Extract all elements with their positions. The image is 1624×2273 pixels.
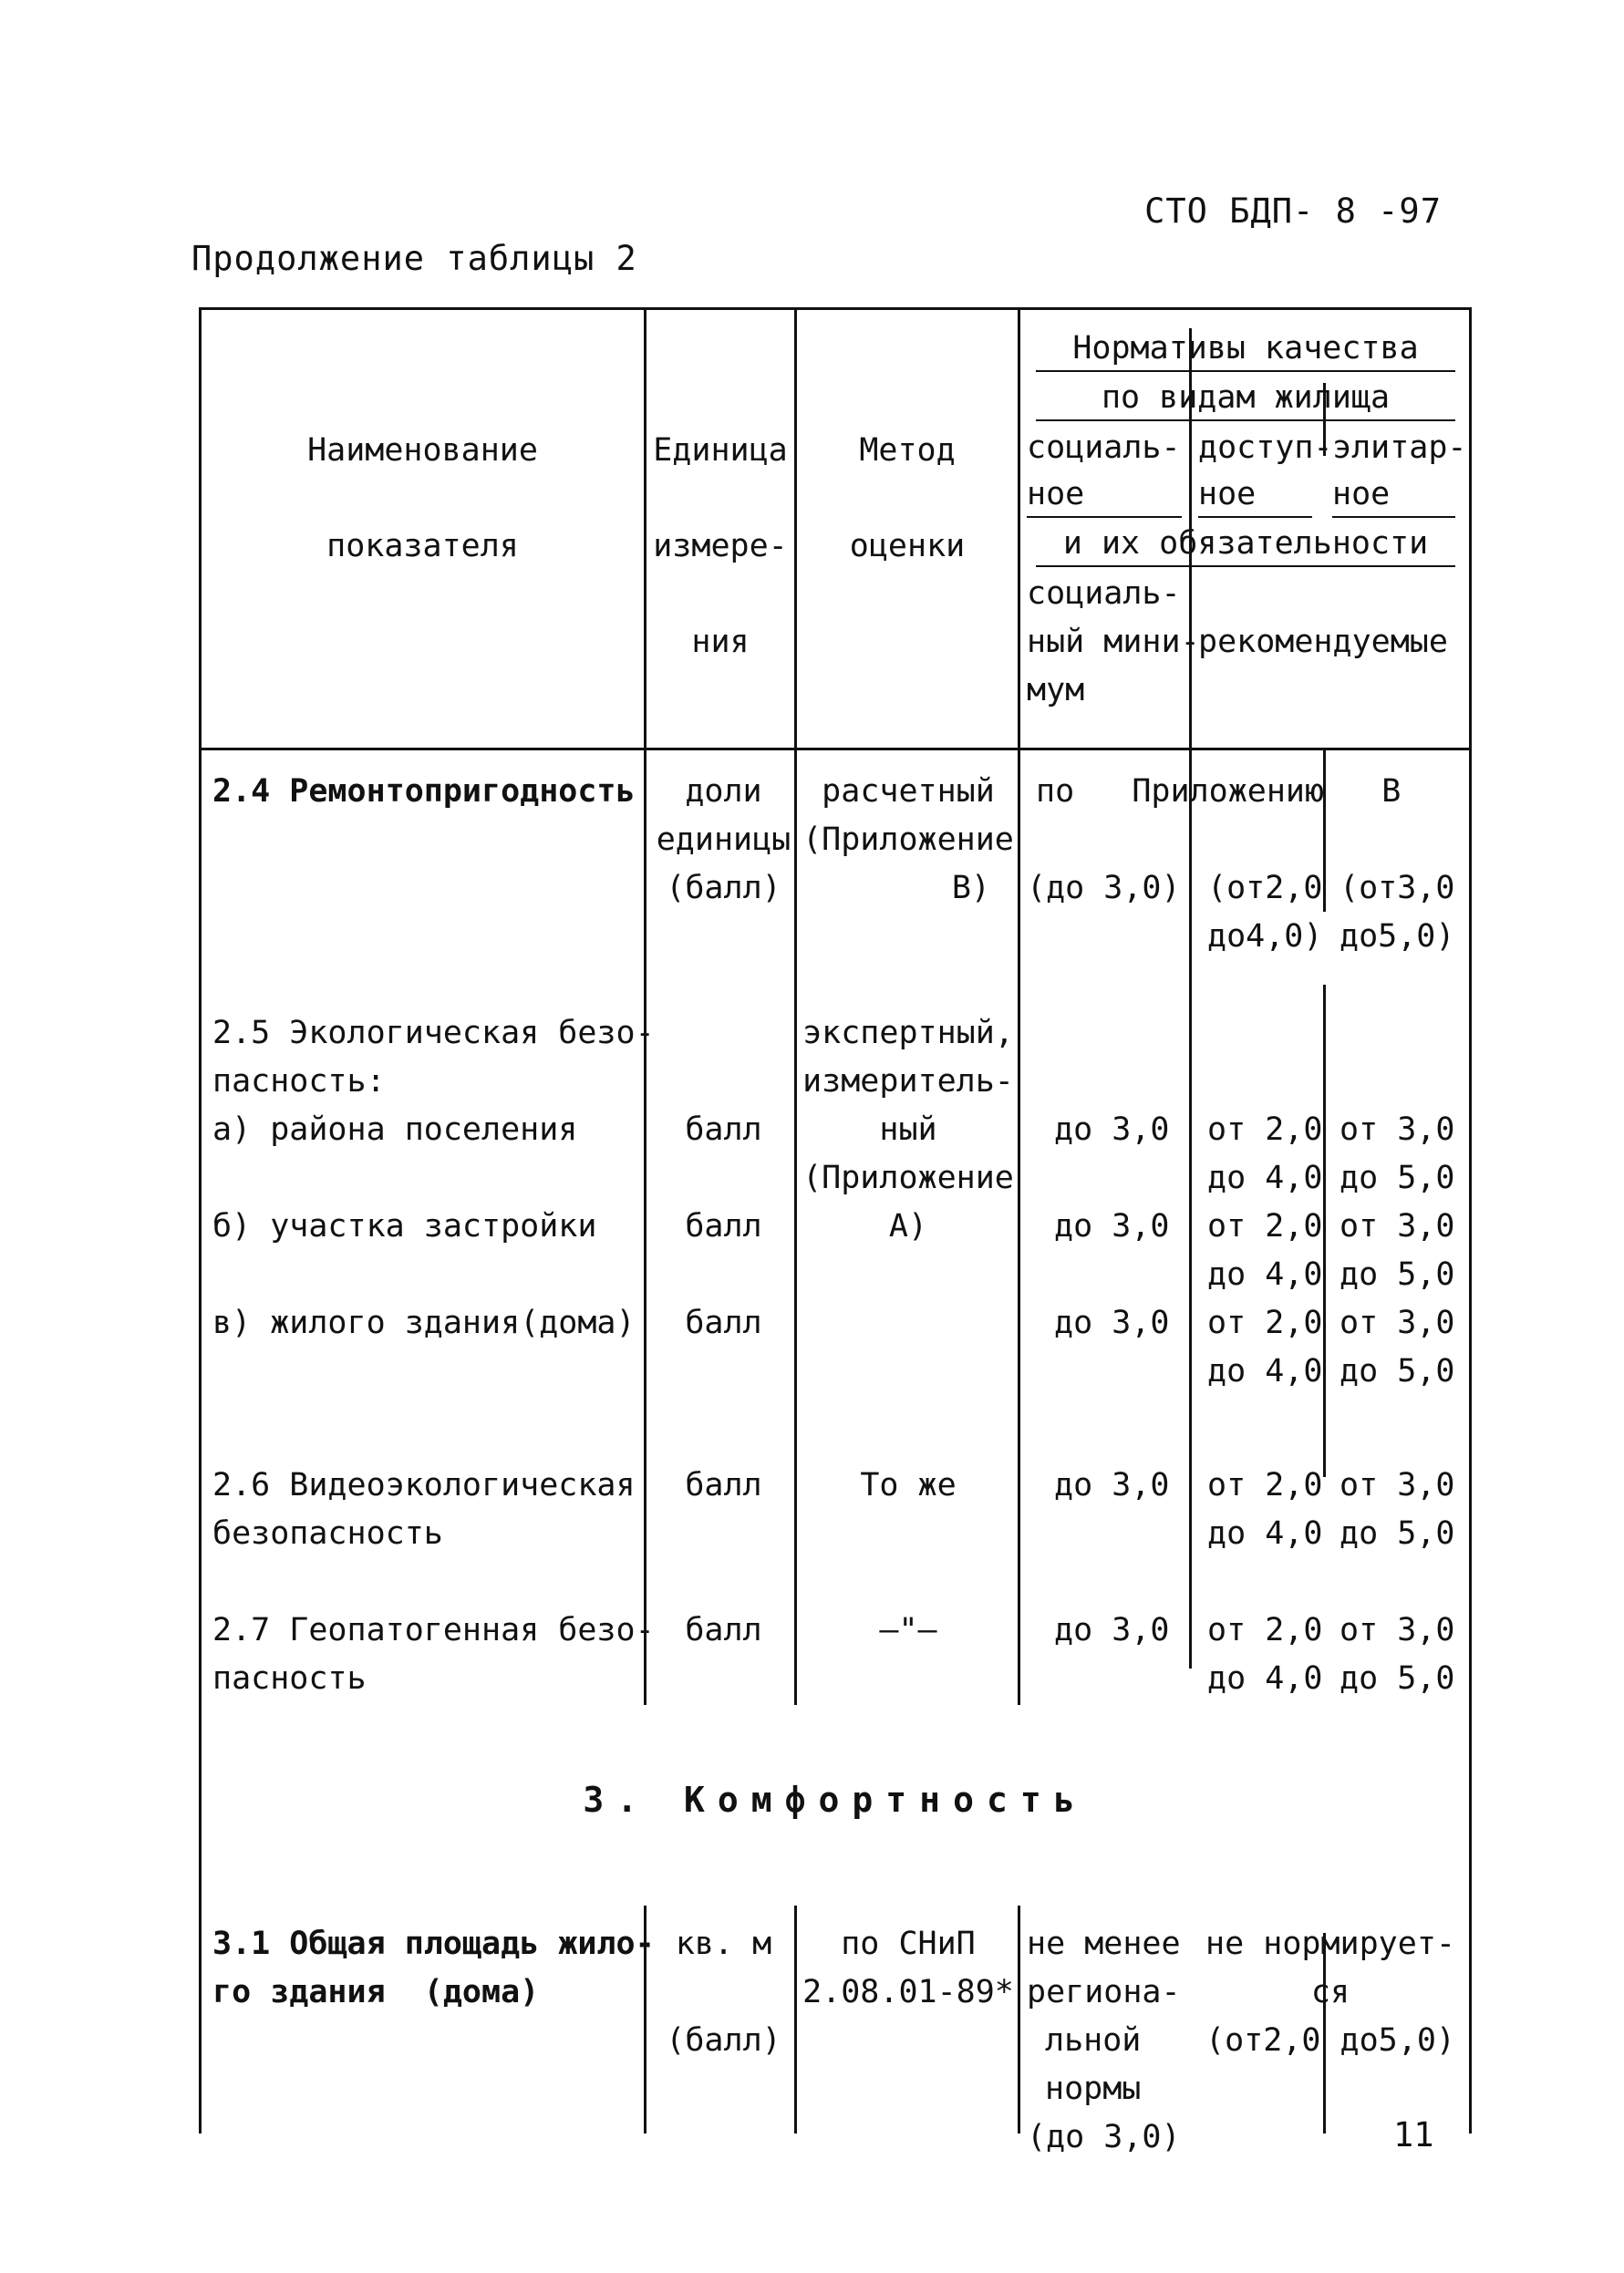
row-2-5-b-unit: балл <box>685 1208 762 1245</box>
row-2-5-method-2: измеритель- <box>802 1063 1014 1100</box>
row-2-7-social: до 3,0 <box>1054 1612 1170 1648</box>
row-2-5-c-afford-1: от 2,0 <box>1207 1305 1323 1341</box>
row-3-1-name-1: 3.1 Общая площадь жило- <box>212 1926 655 1962</box>
row-2-5-b-social: до 3,0 <box>1054 1208 1170 1245</box>
row-3-1-other-2: ся <box>1310 1974 1350 2010</box>
row-2-5-c-elite-1: от 3,0 <box>1340 1305 1455 1341</box>
row-2-5-a-social: до 3,0 <box>1054 1111 1170 1148</box>
row-3-1-social-5: (до 3,0) <box>1027 2119 1181 2155</box>
row-2-5-b-elite-2: до 5,0 <box>1340 1256 1455 1293</box>
row-2-5-method-5: А) <box>888 1208 928 1245</box>
header-unit-line3: ния <box>691 624 750 660</box>
row-2-5-method-3: ный <box>879 1111 937 1148</box>
row-2-5-a-elite-2: до 5,0 <box>1340 1160 1455 1196</box>
row-2-7-elite-2: до 5,0 <box>1340 1660 1455 1697</box>
row-2-5-c-elite-2: до 5,0 <box>1340 1353 1455 1390</box>
row-2-4-social: (до 3,0) <box>1027 870 1181 906</box>
header-method-line2: оценки <box>849 528 966 564</box>
header-obligation-title: и их обязательности <box>1036 522 1455 567</box>
header-afford-type-1: доступ- <box>1198 429 1333 466</box>
row-2-4-method-1: расчетный <box>822 773 995 810</box>
row-2-4-unit-2: единицы <box>656 821 791 858</box>
document-code: СТО БДП- 8 -97 <box>1144 191 1442 231</box>
header-method-line1: Метод <box>859 432 956 469</box>
row-2-7-elite-1: от 3,0 <box>1340 1612 1455 1648</box>
table-continuation-caption: Продолжение таблицы 2 <box>191 239 637 278</box>
header-afford-type-2: ное <box>1198 472 1312 518</box>
table-header <box>202 310 1469 750</box>
row-2-6-unit: балл <box>685 1467 762 1503</box>
row-2-4-norm: по Приложению В <box>1036 773 1402 810</box>
header-norms-title: Нормативы качества <box>1036 326 1455 372</box>
row-2-7-afford-1: от 2,0 <box>1207 1612 1323 1648</box>
header-social-min-1: социаль- <box>1027 575 1181 612</box>
row-2-5-b-elite-1: от 3,0 <box>1340 1208 1455 1245</box>
row-3-1-social-3: льной <box>1045 2022 1142 2059</box>
header-elite-type-2: ное <box>1332 472 1455 518</box>
row-2-5-b-afford-2: до 4,0 <box>1207 1256 1323 1293</box>
header-recommended: рекомендуемые <box>1198 624 1448 660</box>
row-2-7-name-1: 2.7 Геопатогенная безо- <box>212 1612 655 1648</box>
row-2-5-c-name: в) жилого здания(дома) <box>212 1305 636 1341</box>
row-2-4-elite-1: (от3,0 <box>1340 870 1455 906</box>
row-3-1-social-2: региона- <box>1027 1974 1181 2010</box>
row-2-6-afford-2: до 4,0 <box>1207 1515 1323 1552</box>
row-3-1-unit-1: кв. м <box>675 1926 772 1962</box>
row-2-5-a-afford-1: от 2,0 <box>1207 1111 1323 1148</box>
header-elite-type-1: элитар- <box>1332 429 1467 466</box>
row-2-7-afford-2: до 4,0 <box>1207 1660 1323 1697</box>
row-3-1-social-1: не менее <box>1027 1926 1181 1962</box>
row-3-1-unit-2: (балл) <box>666 2022 781 2059</box>
row-2-6-method: То же <box>860 1467 957 1503</box>
row-2-4-method-3: В) <box>951 870 990 906</box>
row-2-5-method-1: экспертный, <box>802 1015 1014 1051</box>
row-2-7-name-2: пасность <box>212 1660 367 1697</box>
header-unit-line2: измере- <box>653 528 788 564</box>
page-number: 11 <box>1393 2115 1434 2154</box>
header-housing-types-title: по видам жилища <box>1036 376 1455 421</box>
header-social-min-3: мум <box>1027 672 1085 708</box>
row-2-5-a-name: а) района поселения <box>212 1111 578 1148</box>
row-2-5-a-unit: балл <box>685 1111 762 1148</box>
header-social-type-2: ное <box>1027 472 1182 518</box>
header-social-type-1: социаль- <box>1027 429 1181 466</box>
section-3-title: 3. Комфортность <box>583 1780 1088 1820</box>
row-2-5-name-1: 2.5 Экологическая безо- <box>212 1015 655 1051</box>
row-2-7-method: —"— <box>879 1612 937 1648</box>
row-2-5-b-afford-1: от 2,0 <box>1207 1208 1323 1245</box>
row-3-1-method-2: 2.08.01-89* <box>802 1974 1014 2010</box>
row-2-5-a-elite-1: от 3,0 <box>1340 1111 1455 1148</box>
row-2-7-unit: балл <box>685 1612 762 1648</box>
header-name-line2: показателя <box>326 528 519 564</box>
row-2-6-elite-1: от 3,0 <box>1340 1467 1455 1503</box>
row-2-5-c-social: до 3,0 <box>1054 1305 1170 1341</box>
header-unit-line1: Единица <box>653 432 788 469</box>
row-2-6-social: до 3,0 <box>1054 1467 1170 1503</box>
row-2-4-unit-1: доли <box>685 773 762 810</box>
row-2-5-a-afford-2: до 4,0 <box>1207 1160 1323 1196</box>
row-2-4-afford-1: (от2,0 <box>1207 870 1323 906</box>
row-3-1-name-2: го здания (дома) <box>212 1974 540 2010</box>
row-2-6-elite-2: до 5,0 <box>1340 1515 1455 1552</box>
row-2-4-afford-2: до4,0) <box>1207 918 1323 955</box>
row-2-4-unit-3: (балл) <box>666 870 781 906</box>
row-2-4-elite-2: до5,0) <box>1340 918 1455 955</box>
row-3-1-other-1: не нормирует- <box>1205 1926 1455 1962</box>
row-2-6-name-2: безопасность <box>212 1515 443 1552</box>
header-social-min-2: ный мини- <box>1027 624 1200 660</box>
row-2-4-name: 2.4 Ремонтопригодность <box>212 773 636 810</box>
row-3-1-social-4: нормы <box>1045 2071 1142 2107</box>
row-2-5-b-name: б) участка застройки <box>212 1208 597 1245</box>
row-2-5-method-4: (Приложение <box>802 1160 1014 1196</box>
row-3-1-method-1: по СНиП <box>841 1926 976 1962</box>
row-2-4-method-2: (Приложение <box>802 821 1014 858</box>
row-2-5-name-2: пасность: <box>212 1063 386 1100</box>
row-2-6-name-1: 2.6 Видеоэкологическая <box>212 1467 636 1503</box>
row-2-5-c-unit: балл <box>685 1305 762 1341</box>
row-2-6-afford-1: от 2,0 <box>1207 1467 1323 1503</box>
row-2-5-c-afford-2: до 4,0 <box>1207 1353 1323 1390</box>
row-3-1-other-3: (от2,0 до5,0) <box>1205 2022 1455 2059</box>
header-name-line1: Наименование <box>307 432 538 469</box>
